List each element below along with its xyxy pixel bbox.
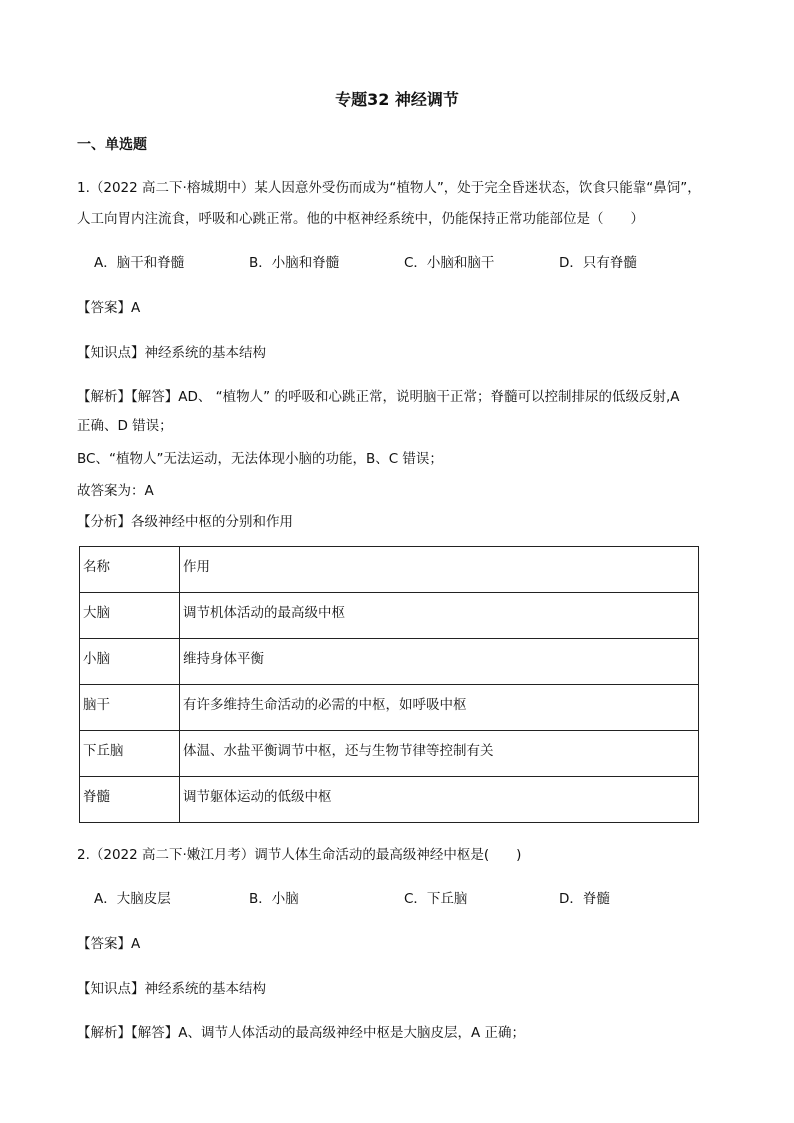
table-row xyxy=(80,547,699,593)
table-cell-function: 作用 xyxy=(180,547,699,593)
table-cell-name: 脊髓 xyxy=(80,777,180,823)
table-cell-function: 调节躯体运动的低级中枢 xyxy=(180,777,699,823)
q1-option-b: B．小脑和脊髓 xyxy=(249,255,340,271)
section-heading: 一、单选题 xyxy=(77,137,147,153)
q1-option-c: C．小脑和脑干 xyxy=(404,255,495,271)
q2-option-c: C．下丘脑 xyxy=(404,891,468,907)
table-cell-name: 名称 xyxy=(80,547,180,593)
q1-stem-line2: 人工向胃内注流食，呼吸和心跳正常。他的中枢神经系统中，仍能保持正常功能部位是（ ） xyxy=(77,211,644,227)
table-cell-name: 下丘脑 xyxy=(80,731,180,777)
table-cell-name: 小脑 xyxy=(80,639,180,685)
table-row xyxy=(80,777,699,823)
q1-stem-line1: 1.（2022 高二下·榕城期中）某人因意外受伤而成为“植物人”，处于完全昏迷状态，饮食只能靠“鼻饲”， xyxy=(77,180,701,196)
q2-analysis-line1: 【解析】【解答】A、调节人体活动的最高级神经中枢是大脑皮层，A 正确； xyxy=(77,1025,526,1041)
table-cell-name: 大脑 xyxy=(80,593,180,639)
table-row xyxy=(80,593,699,639)
q1-analysis-line3: BC、“植物人”无法运动，无法体现小脑的功能，B、C 错误； xyxy=(77,451,443,467)
q1-answer: 【答案】A xyxy=(77,300,141,316)
table-row xyxy=(80,685,699,731)
q1-option-d: D．只有脊髓 xyxy=(559,255,637,271)
table-cell-function: 维持身体平衡 xyxy=(180,639,699,685)
q1-analysis-line1: 【解析】【解答】AD、 “植物人” 的呼吸和心跳正常，说明脑干正常；脊髓可以控制排尿的低级反射,A xyxy=(77,389,680,405)
table-cell-function: 体温、水盐平衡调节中枢，还与生物节律等控制有关 xyxy=(180,731,699,777)
table-row xyxy=(80,639,699,685)
q2-answer: 【答案】A xyxy=(77,936,141,952)
q1-knowledge-point: 【知识点】神经系统的基本结构 xyxy=(77,345,266,361)
page-title: 专题32 神经调节 xyxy=(335,90,459,109)
table-cell-name: 脑干 xyxy=(80,685,180,731)
table-cell-function: 有许多维持生命活动的必需的中枢，如呼吸中枢 xyxy=(180,685,699,731)
q2-stem: 2.（2022 高二下·嫩江月考）调节人体生命活动的最高级神经中枢是( ) xyxy=(77,847,522,863)
table-cell-function: 调节机体活动的最高级中枢 xyxy=(180,593,699,639)
q2-option-d: D．脊髓 xyxy=(559,891,610,907)
nerve-center-table xyxy=(79,546,699,823)
q2-knowledge-point: 【知识点】神经系统的基本结构 xyxy=(77,981,266,997)
table-row xyxy=(80,731,699,777)
q1-analysis-line4: 故答案为：A xyxy=(77,483,154,499)
q2-option-b: B．小脑 xyxy=(249,891,299,907)
q1-fenxi: 【分析】各级神经中枢的分别和作用 xyxy=(77,514,293,530)
q1-option-a: A．脑干和脊髓 xyxy=(94,255,185,271)
q1-analysis-line2: 正确、D 错误； xyxy=(77,418,173,434)
q2-option-a: A．大脑皮层 xyxy=(94,891,171,907)
